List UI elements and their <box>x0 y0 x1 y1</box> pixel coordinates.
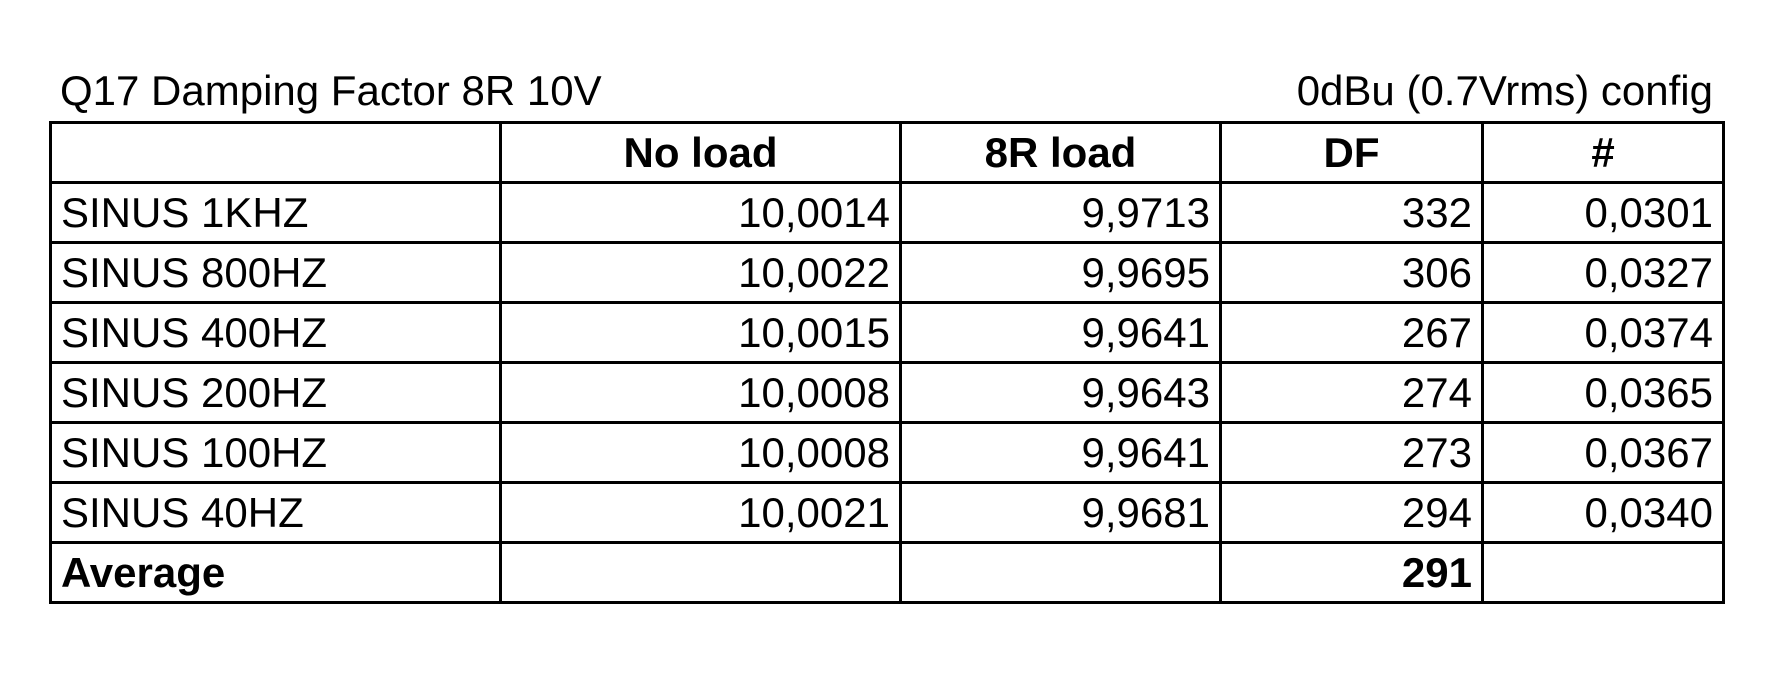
average-row <box>51 543 1724 603</box>
row-label: SINUS 40HZ <box>51 483 501 543</box>
df-value: 274 <box>1221 363 1483 423</box>
header-no-load: No load <box>501 123 901 183</box>
config-label: 0dBu (0.7Vrms) config <box>1296 67 1713 114</box>
no-load-value: 10,0021 <box>501 483 901 543</box>
8r-load-value: 9,9681 <box>901 483 1221 543</box>
row-label: SINUS 400HZ <box>51 303 501 363</box>
df-value: 267 <box>1221 303 1483 363</box>
table-row <box>51 303 1724 363</box>
hash-value: 0,0365 <box>1483 363 1724 423</box>
average-no-load <box>501 543 901 603</box>
df-value: 273 <box>1221 423 1483 483</box>
df-value: 332 <box>1221 183 1483 243</box>
8r-load-value: 9,9643 <box>901 363 1221 423</box>
table-row <box>51 243 1724 303</box>
df-value: 306 <box>1221 243 1483 303</box>
average-df-value: 291 <box>1221 543 1483 603</box>
hash-value: 0,0327 <box>1483 243 1724 303</box>
8r-load-value: 9,9641 <box>901 303 1221 363</box>
damping-factor-table <box>49 121 1725 604</box>
table-row <box>51 363 1724 423</box>
row-label: SINUS 100HZ <box>51 423 501 483</box>
header-hash: # <box>1483 123 1724 183</box>
table-row <box>51 483 1724 543</box>
df-value: 294 <box>1221 483 1483 543</box>
no-load-value: 10,0022 <box>501 243 901 303</box>
table-title: Q17 Damping Factor 8R 10V <box>60 67 602 114</box>
average-label: Average <box>51 543 501 603</box>
hash-value: 0,0340 <box>1483 483 1724 543</box>
header-df: DF <box>1221 123 1483 183</box>
hash-value: 0,0374 <box>1483 303 1724 363</box>
8r-load-value: 9,9713 <box>901 183 1221 243</box>
table-row <box>51 423 1724 483</box>
no-load-value: 10,0014 <box>501 183 901 243</box>
row-label: SINUS 800HZ <box>51 243 501 303</box>
hash-value: 0,0301 <box>1483 183 1724 243</box>
no-load-value: 10,0008 <box>501 363 901 423</box>
table-row <box>51 183 1724 243</box>
average-hash <box>1483 543 1724 603</box>
header-blank <box>51 123 501 183</box>
no-load-value: 10,0008 <box>501 423 901 483</box>
header-8r-load: 8R load <box>901 123 1221 183</box>
average-8r-load <box>901 543 1221 603</box>
8r-load-value: 9,9641 <box>901 423 1221 483</box>
row-label: SINUS 200HZ <box>51 363 501 423</box>
hash-value: 0,0367 <box>1483 423 1724 483</box>
header-row <box>51 123 1724 183</box>
row-label: SINUS 1KHZ <box>51 183 501 243</box>
no-load-value: 10,0015 <box>501 303 901 363</box>
8r-load-value: 9,9695 <box>901 243 1221 303</box>
